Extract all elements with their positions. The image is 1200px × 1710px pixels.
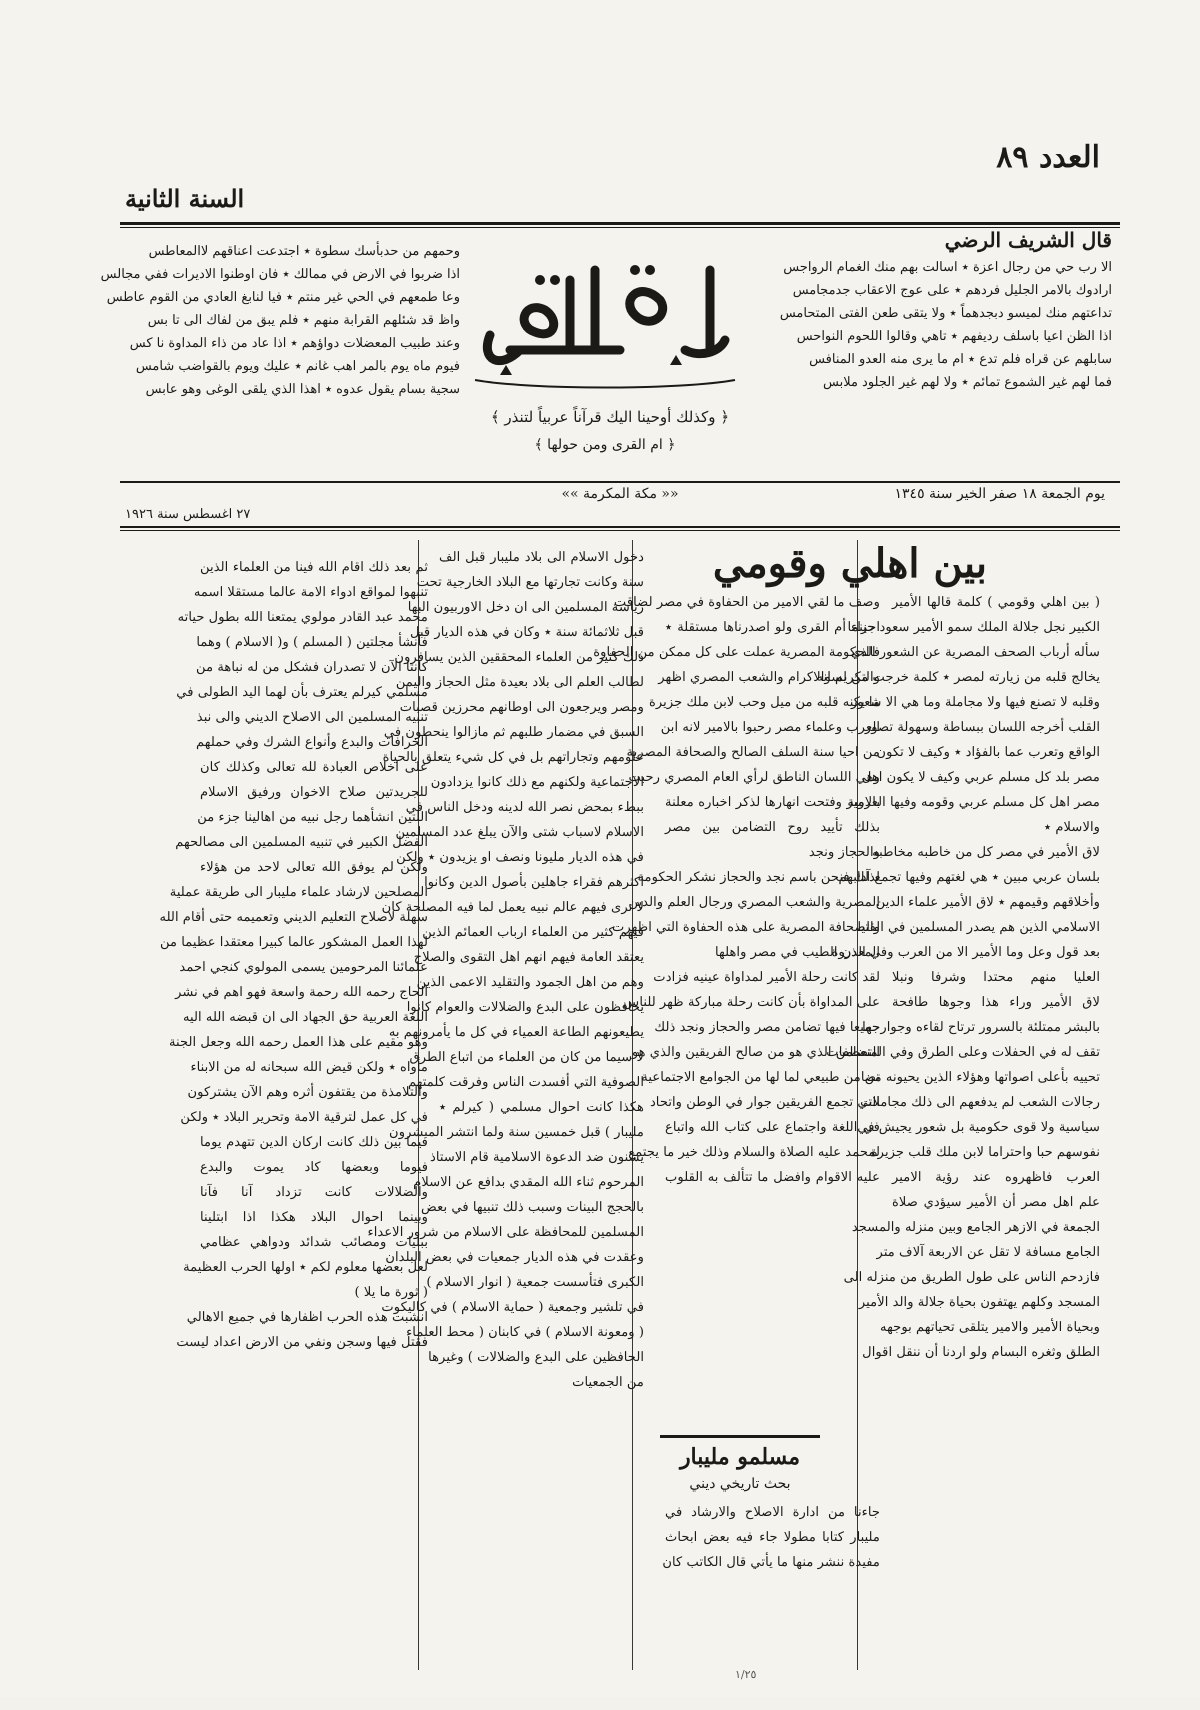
- text-line: المرحوم ثناء الله المقدي بدافع عن الاسلام: [413, 1175, 644, 1190]
- text-line: مصر اهل كل مسلم عربي وقومه وفيها العروبة: [847, 795, 1100, 810]
- poem-right-lines: [779, 256, 1112, 394]
- text-line: المصرية والشعب المصري ورجال العلم والدين: [628, 895, 880, 910]
- text-line: لقد كانت رحلة الأمير لمداواة عينيه فزادت: [653, 970, 880, 985]
- text-line: والحجاز ونجد: [808, 845, 880, 860]
- poem-line: سجية بسام يقول عدوه ٭ اهذا الذي يلقى الوغى وهو عابس: [145, 382, 460, 397]
- text-line: لاق الأمير في مصر كل من خاطبه مخاطبه: [872, 845, 1100, 860]
- text-line: وصف ما لقي الامير من الحفاوة في مصر لضاقت: [613, 595, 880, 610]
- masthead-subtitle: ﴿ ام القرى ومن حولها ﴾: [534, 437, 676, 453]
- date-gregorian: ٢٧ اغسطس سنة ١٩٢٦: [125, 507, 251, 522]
- text-line: ثم بعد ذلك اقام الله فينا من العلماء الذين: [200, 560, 428, 575]
- text-line: فازدحم الناس على طول الطريق من منزله الى: [843, 1270, 1100, 1285]
- masthead-calligraphy: [470, 240, 740, 400]
- text-line: رجالات الشعب لم يدفعهم الى ذلك مجاملات: [860, 1095, 1100, 1110]
- text-line: مفيدة ننشر منها ما يأتي قال الكاتب كان: [662, 1555, 880, 1570]
- text-line: تحييه بأعلى اصواتها وهؤلاء الذين يحيونه من: [864, 1070, 1100, 1085]
- text-line: الخرافات والبدع وأنواع الشرك وفي حملهم: [196, 735, 428, 750]
- text-line: والاسلام ٭: [1043, 820, 1100, 835]
- text-line: تنبيه المسلمين الى الاصلاح الديني والى نبذ: [196, 710, 428, 725]
- text-line: على المداواة بأن كانت رحلة مباركة ظهر للناس: [623, 995, 880, 1010]
- text-line: المسجد وكلهم يهتفون بحياة جلالة والد الأمير: [858, 1295, 1100, 1310]
- text-line: ببليات ومصائب شدائد ودواهي عظامي: [200, 1235, 428, 1250]
- text-line: الجامع مسافة لا تقل عن الاربعة آلاف متر: [876, 1245, 1100, 1260]
- text-line: نفوسهم حبا واحتراما لابن ملك قلب جزيرة: [870, 1145, 1100, 1160]
- text-line: بالبشر ممتلئة بالسرور ترتاح لقاءه وجوارحها: [862, 1020, 1100, 1035]
- text-line: دخول الاسلام الى بلاد مليبار قبل الف: [439, 550, 644, 565]
- text-line: علم اهل مصر أن الأمير سيؤدي صلاة: [892, 1195, 1100, 1210]
- text-line: جميعا فيها تضامن مصر والحجاز ونجد ذلك: [654, 1020, 880, 1035]
- text-line: سنة وكانت تجارتها مع البلاد الخارجية تحت: [416, 575, 644, 590]
- text-line: هكذا كانت احوال مسلمي ( كيرلم ٭: [439, 1100, 644, 1115]
- text-line: والتلامذة من يقتفون أثره وهم الآن يشتركون: [187, 1085, 428, 1100]
- text-line: من الجمعيات: [572, 1375, 644, 1390]
- text-line: بالحجج البينات وسبب ذلك تنبيها في بعض: [421, 1200, 644, 1215]
- text-line: جاءنا من ادارة الاصلاح والارشاد في: [665, 1505, 880, 1520]
- text-line: في تلشير وجمعية ( حماية الاسلام ) في كاليكوت: [381, 1300, 644, 1315]
- text-line: عليه الاقوام وافضل ما تتألف به القلوب: [665, 1170, 880, 1185]
- section-intro: [662, 1500, 880, 1575]
- text-line: يحافظون على البدع والضلالات والعوام كانوا: [406, 1000, 644, 1015]
- section-rule: [660, 1435, 820, 1438]
- text-line: ما يكنه قلبه من ميل وحب لابن ملك جزيرة: [648, 695, 880, 710]
- text-line: على اخلاص العبادة لله تعالى وكذلك كان: [200, 760, 428, 775]
- poem-line: ارادوك بالامر الجليل فردهم ٭ على عوج الاعقاب جدمجامس: [792, 283, 1112, 298]
- text-line: انشبت هذه الحرب اظفارها في جميع الاهالي: [186, 1310, 428, 1325]
- text-line: ولكن لم يوفق الله تعالى لاحد من هؤلاء: [200, 860, 428, 875]
- text-line: لذلك فنحن باسم نجد والحجاز نشكر الحكومة: [637, 870, 880, 885]
- text-line: فالحكومة المصرية عملت على كل ممكن من الحفاوة: [593, 645, 880, 660]
- text-line: يعتقد العامة فيهم انهم اهل التقوى والصلاح: [413, 950, 644, 965]
- text-line: للجريدتين صلاح الاخوان ورفيق الاسلام: [200, 785, 428, 800]
- text-line: يطيعونهم الطاعة العمياء في كل ما يأمرونهم به: [388, 1025, 644, 1040]
- text-line: ( ثورة ما يلا ): [354, 1285, 428, 1300]
- poem-line: فيوم ماه يوم بالمر اهب غانم ٭ عليك ويوم بالقواضب شامس: [135, 359, 460, 374]
- text-line: العليا منهم محتدا وشرفا ونبلا: [892, 970, 1100, 985]
- text-line: لاق الأمير وراء هذا وجوها طافحة: [892, 995, 1100, 1010]
- text-line: الكبرى فتأسست جمعية ( انوار الاسلام ): [426, 1275, 644, 1290]
- poem-line: وحمهم من حدبأسك سطوة ٭ اجتدعت اعناقهم لاالمعاطس: [148, 244, 460, 259]
- text-line: سأله أرباب الصحف المصرية عن الشعور الذي: [850, 645, 1100, 660]
- text-line: مسلمي كيرلم يعترف بأن لهما اليد الطولى في: [176, 685, 428, 700]
- text-line: لا ترى فيهم عالم نبيه يعمل لما فيه المصلحة كان: [381, 900, 644, 915]
- poem-left-lines: [100, 240, 460, 401]
- text-line: وأخلاقهم وقيمهم ٭ لاق الأمير علماء الدين: [875, 895, 1100, 910]
- text-line: الحافظين على البدع والضلالات ) وغيرها: [428, 1350, 644, 1365]
- text-line: لطالب العلم الى بلاد بعيدة مثل الحجاز واليمن: [395, 675, 644, 690]
- text-line: تقف له في الحفلات وعلى الطرق وفي المنعطفات: [826, 1045, 1100, 1060]
- text-line: اجزاء أم القرى ولو اصدرناها مستقلة ٭: [665, 620, 880, 635]
- text-line: يخالج قلبه من زيارته لمصر ٭ كلمة خرجت من لسانه: [816, 670, 1100, 685]
- text-line: التي تجمع الفريقين جوار في الوطن واتحاد: [649, 1095, 880, 1110]
- text-line: مصر بلد كل مسلم عربي وكيف لا يكون اهل: [861, 770, 1100, 785]
- text-line: والتكريم والاكرام والشعب المصري اظهر: [658, 670, 880, 685]
- text-line: في كل عمل لترقية الامة وتحرير البلاد ٭ ولكن: [180, 1110, 428, 1125]
- text-line: اكثرهم فقراء جاهلين بأصول الدين وكانوا: [424, 875, 644, 890]
- poem-right: [779, 228, 1112, 394]
- text-line: علومهم وتجاراتهم بل في كل شيء يتعلق بالحياة: [382, 750, 644, 765]
- text-line: فيما بين ذلك كانت اركان الدين تتهدم يوما: [200, 1135, 428, 1150]
- poem-line: سابلهم عن قراه فلم تدع ٭ ام ما يرى منه العدو المنافس: [809, 352, 1112, 367]
- page-mark: ١/٢٥: [735, 1668, 757, 1681]
- text-line: الكبير نجل جلالة الملك سمو الأمير سعود حينما: [847, 620, 1100, 635]
- text-line: لا سيما من كان من العلماء من اتباع الطرق: [409, 1050, 644, 1065]
- text-line: الاسلامي الذين هم يصدر المسلمين في الفتيا: [857, 920, 1100, 935]
- publication-place: «« مكة المكرمة »»: [561, 486, 679, 502]
- year-label: السنة الثانية: [125, 184, 245, 213]
- text-line: لمحمد عليه الصلاة والسلام وذلك خير ما يجتمع: [628, 1145, 880, 1160]
- poem-line: الا رب حي من رجال اعزة ٭ اسالت بهم منك الغمام الرواجس: [783, 260, 1112, 275]
- text-line: بلسان عربي مبين ٭ هي لغتهم وفيها تجمع آدابهم: [838, 870, 1100, 885]
- text-line: وبينما احوال البلاد هكذا اذا ابتلينا: [200, 1210, 428, 1225]
- poem-line: فما لهم غير الشموع تمائم ٭ ولا لهم غير الجلود ملابس: [823, 375, 1112, 390]
- text-line: وهم من اهل الجمود والتقليد الاعمى الذين: [416, 975, 644, 990]
- text-line: الفضل الكبير في تنبيه المسلمين الى مصالحهم: [175, 835, 428, 850]
- date-rule-top: [120, 481, 1120, 483]
- section-title: مسلمو مليبار: [679, 1444, 801, 1470]
- issue-number: العدد ٨٩: [996, 140, 1100, 175]
- text-line: فأنشأ مجلتين ( المسلم ) و( الاسلام ) وهما: [196, 635, 428, 650]
- text-line: تنبهوا لمواقع ادواء الامة عالما مستقلا اسمه: [193, 585, 428, 600]
- poem-left: [100, 240, 460, 401]
- text-line: والضلالات كانت تزداد آنا فآنا: [200, 1185, 428, 1200]
- text-line: فيوما وبعضها كاد يموت والبدع: [200, 1160, 428, 1175]
- text-line: لعل بعضها معلوم لكم ٭ اولها الحرب العظيمة: [183, 1260, 428, 1275]
- text-line: مأواه ٭ ولكن قيض الله سبحانه له من الابناء: [190, 1060, 428, 1075]
- text-line: سهلة لاصلاح التعليم الديني وتعميمه حتى أقام الله: [159, 910, 428, 925]
- text-line: من احيا سنة السلف الصالح والصحافة المصرية: [626, 745, 880, 760]
- text-line: بذلك تأييد روح التضامن بين مصر: [665, 820, 880, 835]
- text-line: ومصر ويرجعون الى اوطانهم محرزين قصبات: [399, 700, 644, 715]
- text-line: القلب أخرجه اللسان ببساطة وسهولة تصور: [864, 720, 1100, 735]
- text-line: ذلك كثير من العلماء المحققين الذين يسافرون: [394, 650, 644, 665]
- poem-line: اذا الظن اعيا باسلف رديفهم ٭ تاهي وقالوا اللحوم النواحس: [796, 329, 1112, 344]
- date-hijri: يوم الجمعة ١٨ صفر الخير سنة ١٣٤٥: [894, 486, 1105, 502]
- text-line: كانتا الآن لا تصدران فشكل من له نباهة من: [196, 660, 428, 675]
- header-rule: [120, 222, 1120, 225]
- text-line: وبحياة الأمير والامير يتلقى تحياتهم بوجهه: [880, 1320, 1100, 1335]
- text-line: لهذا العمل المشكور عالما كبيرا معتقدا عظيما من: [159, 935, 428, 950]
- section-subtitle: بحث تاريخي ديني: [689, 1476, 791, 1492]
- text-line: مليبار كتابا مطولا جاء فيه بعض ابحاث: [665, 1530, 880, 1545]
- poem-line: واظ قد شئلهم القرابة منهم ٭ فلم يبق من لفاك الى تا بس: [147, 313, 460, 328]
- text-line: الصوفية التي أفسدت الناس وفرقت كلمتهم: [407, 1075, 644, 1090]
- text-line: ( ومعونة الاسلام ) في كابنان ( محط العلماء: [406, 1325, 644, 1340]
- text-line: اللغة العربية حق الجهاد الى ان قبضه الله اليه: [182, 1010, 428, 1025]
- masthead-logo: [470, 240, 740, 400]
- text-line: التضامن الذي هو من صالح الفريقين والذي هو: [631, 1045, 880, 1060]
- text-line: سياسية ولا قوى حكومية بل شعور يجيش في: [857, 1120, 1100, 1135]
- date-rule-bottom-thin: [120, 530, 1120, 531]
- text-line: مليبار ) قبل خمسين سنة ولما انتشر المبشرون: [389, 1125, 644, 1140]
- text-line: الحاج رحمه الله رحمة واسعة فهو اهم في نشر: [175, 985, 428, 1000]
- text-line: وعقدت في هذه الديار جمعيات في بعض البلدان: [385, 1250, 644, 1265]
- text-line: بعد قول وعل وما الأمير الا من العرب وفي الذروة: [831, 945, 1100, 960]
- text-line: تضامن طبيعي لما لها من الجوامع الاجتماعية: [641, 1070, 880, 1085]
- text-line: في اللغة واجتماع على كتاب الله واتباع: [665, 1120, 880, 1135]
- text-line: الاسلام لاسباب شتى والآن يبلغ عدد المسلمين: [395, 825, 644, 840]
- poem-line: وعند طبيب المعضلات دواؤهم ٭ اذا عاد من ذاء المداوة نا كس: [129, 336, 460, 351]
- text-line: ( بين اهلي وقومي ) كلمة قالها الأمير: [892, 595, 1100, 610]
- text-line: وهي اللسان الناطق لرأي العام المصري رحبت: [628, 770, 880, 785]
- text-line: المصلحين لارشاد علماء مليبار الى طريقة عملية: [169, 885, 428, 900]
- text-line: يشنون ضد الدعوة الاسلامية قام الاستاذ: [430, 1150, 644, 1165]
- text-line: العرب فاظهروه عند رؤية الامير: [892, 1170, 1100, 1185]
- text-line: والصحافة المصرية على هذه الحفاوة التي اظهرت: [611, 920, 880, 935]
- text-line: الواقع وتعرب عما بالفؤاد ٭ وكيف لا تكون: [876, 745, 1100, 760]
- text-line: العرب وعلماء مصر رحبوا بالامير لانه ابن: [660, 720, 880, 735]
- text-line: وقلبه لا تصنع فيها ولا مجاملة وما هي الا شعور: [851, 695, 1100, 710]
- text-line: ببطء بمحض نصر الله لدينه ودخل الناس في: [405, 800, 644, 815]
- masthead-motto: ﴿ وكذلك أوحينا اليك قرآناً عربياً لتنذر ﴾: [490, 408, 730, 426]
- text-line: وهو مقيم على هذا العمل رحمه الله وجعل الجنة: [168, 1035, 428, 1050]
- text-line: فقتل فيها وسجن ونفي من الارض اعداد ليست: [176, 1335, 428, 1350]
- text-line: الاجتماعية ولكنهم مع ذلك كانوا يزدادون: [430, 775, 644, 790]
- text-line: فيهم كثير من العلماء ارباب العمائم الذين: [422, 925, 644, 940]
- article-title: بين اهلي وقومي: [712, 540, 988, 587]
- date-rule-bottom: [120, 526, 1120, 528]
- text-line: قبل ثلاثمائة سنة ٭ وكان في هذه الديار قبل: [409, 625, 644, 640]
- text-line: رياسة المسلمين الى ان دخل الاوربيون البها: [407, 600, 644, 615]
- text-line: في هذه الديار مليونا ونصف او يزيدون ٭ ولكن: [396, 850, 644, 865]
- poem-right-title: قال الشريف الرضي: [944, 228, 1112, 252]
- text-line: اللتين انشأهما رجل نبيه من اهالينا جزء من: [197, 810, 428, 825]
- poem-line: وعا طمعهم في الحي غير منتم ٭ فيا لنابغ العادي من القوم عاطس: [106, 290, 460, 305]
- text-line: بالامير وفتحت انهارها لذكر اخباره معلنة: [665, 795, 880, 810]
- text-line: المسلمين للمحافظة على الاسلام من شرور الاعداء: [367, 1225, 644, 1240]
- text-line: الطلق وثغره البسام ولو اردنا أن ننقل اقوال: [862, 1345, 1100, 1360]
- poem-line: اذا ضربوا في الارض في ممالك ٭ فان اوطنوا الاديرات ففي مجالس: [100, 267, 460, 282]
- poem-line: تداعتهم منك لميسو دبجدهماً ٭ ولا يتقى طعن الفتى المتحامس: [779, 306, 1112, 321]
- text-line: الجمعة في الازهر الجامع وبين منزله والمسجد: [851, 1220, 1100, 1235]
- text-line: محمد عبد القادر مولوي يمتعنا الله بطول حياته: [177, 610, 428, 625]
- text-line: علمائنا المرحومين يسمى المولوي كنجي احمد: [179, 960, 428, 975]
- text-line: المعدن الطيب في مصر واهلها: [715, 945, 880, 960]
- article-column-4: [159, 555, 428, 1675]
- text-line: السبق في مضمار طلبهم ثم مازالوا ينحطون في: [383, 725, 644, 740]
